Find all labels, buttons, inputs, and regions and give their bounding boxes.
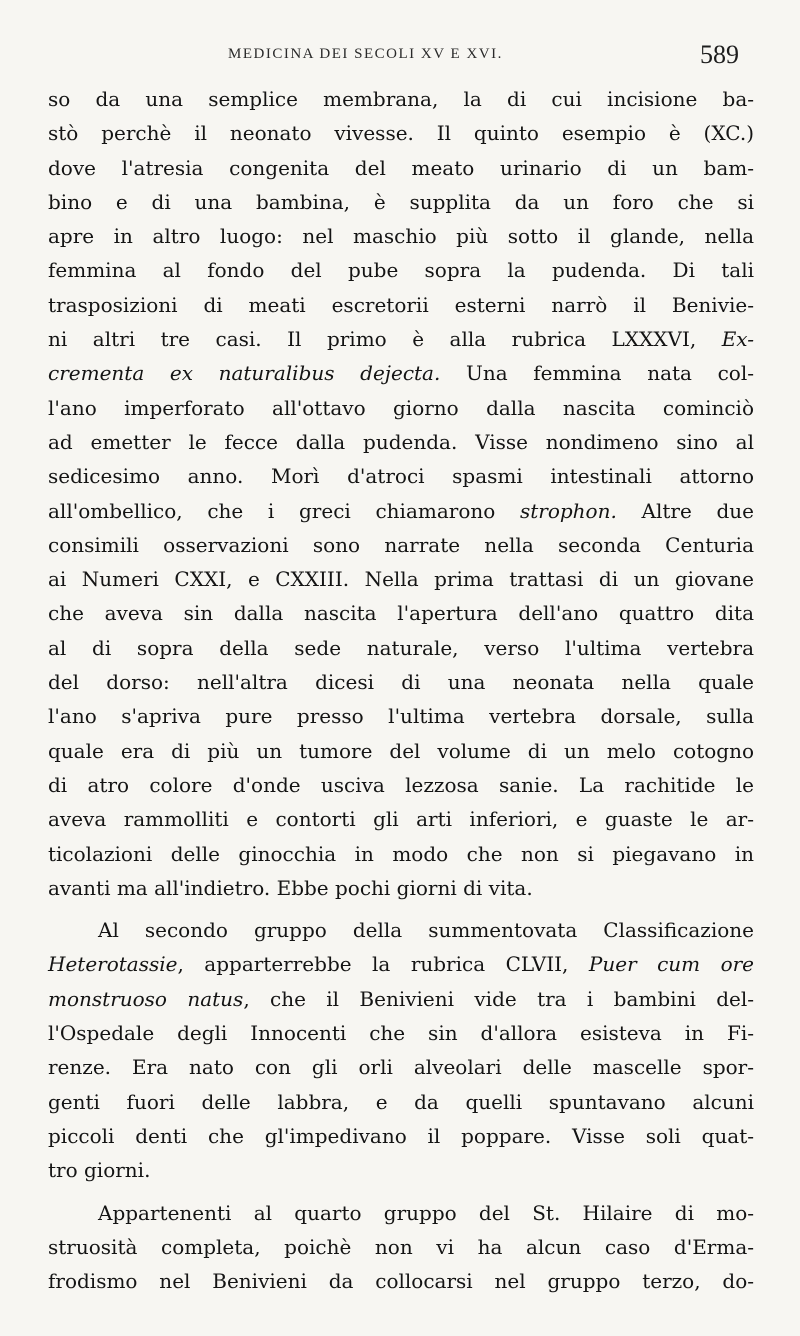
text-line: bino e di una bambina, è supplita da un foro che si bbox=[48, 189, 754, 214]
text-segment: ni altri tre casi. Il primo è alla rubrica LXXXVI, bbox=[48, 327, 697, 352]
text-line bbox=[48, 356, 754, 390]
text-segment: , che il Benivieni vide tra i bambini del- bbox=[243, 986, 754, 1011]
text-line: avanti ma all'indietro. Ebbe pochi giorni di vita. bbox=[48, 875, 533, 900]
text-line: frodismo nel Benivieni da collocarsi nel gruppo terzo, do- bbox=[48, 1269, 754, 1294]
italic-term: strophon. bbox=[519, 498, 617, 523]
running-title: MEDICINA DEI SECOLI XV E XVI. bbox=[228, 46, 503, 62]
page-number: 589 bbox=[700, 40, 739, 69]
text-line: genti fuori delle labbra, e da quelli spuntavano alcuni bbox=[48, 1089, 754, 1114]
text-line: stò perchè il neonato vivesse. Il quinto esempio è (XC.) bbox=[48, 121, 754, 146]
text-line: ad emetter le fecce dalla pudenda. Visse nondimeno sino al bbox=[48, 429, 754, 454]
text-line: l'Ospedale degli Innocenti che sin d'allora esisteva in Fi- bbox=[48, 1021, 754, 1046]
paragraph-2 bbox=[48, 913, 754, 1187]
text-line: apre in altro luogo: nel maschio più sotto il glande, nella bbox=[48, 224, 754, 249]
text-line: Appartenenti al quarto gruppo del St. Hilaire di mo- bbox=[98, 1200, 754, 1225]
text-line: struosità completa, poichè non vi ha alcun caso d'Erma- bbox=[48, 1234, 754, 1259]
italic-title: Puer cum ore bbox=[588, 952, 755, 977]
text-line: al di sopra della sede naturale, verso l'ultima vertebra bbox=[48, 635, 754, 660]
italic-term: Heterotassie bbox=[48, 952, 178, 977]
text-line bbox=[48, 947, 754, 981]
text-line bbox=[48, 494, 754, 528]
text-line bbox=[48, 322, 754, 356]
text-line: quale era di più un tumore del volume di un melo cotogno bbox=[48, 738, 754, 763]
text-line: l'ano imperforato all'ottavo giorno dalla nascita cominciò bbox=[48, 395, 754, 420]
text-line bbox=[48, 982, 754, 1016]
text-segment: Altre due bbox=[616, 498, 754, 523]
text-segment: all'ombellico, che i greci chiamarono bbox=[48, 498, 496, 523]
text-line: aveva rammolliti e contorti gli arti inferiori, e guaste le ar- bbox=[48, 807, 754, 832]
text-line: ai Numeri CXXI, e CXXIII. Nella prima trattasi di un giovane bbox=[48, 567, 754, 592]
text-line: piccoli denti che gl'impedivano il poppare. Visse soli quat- bbox=[48, 1123, 754, 1148]
text-line: di atro colore d'onde usciva lezzosa sanie. La rachitide le bbox=[48, 772, 754, 797]
text-line: che aveva sin dalla nascita l'apertura dell'ano quattro dita bbox=[48, 601, 754, 626]
text-line: sedicesimo anno. Morì d'atroci spasmi intestinali attorno bbox=[48, 464, 754, 489]
text-line: trasposizioni di meati escretorii esterni narrò il Benivie- bbox=[48, 292, 754, 317]
italic-title: Ex- bbox=[721, 327, 754, 352]
text-line: so da una semplice membrana, la di cui incisione ba- bbox=[48, 87, 754, 111]
italic-title: crementa ex naturalibus dejecta. bbox=[48, 361, 441, 386]
text-segment: Una femmina nata col- bbox=[440, 361, 754, 386]
text-line: ticolazioni delle ginocchia in modo che non si piegavano in bbox=[48, 841, 754, 866]
text-line: tro giorni. bbox=[48, 1158, 151, 1183]
text-line: femmina al fondo del pube sopra la pudenda. Di tali bbox=[48, 258, 754, 283]
text-line: consimili osservazioni sono narrate nella seconda Centuria bbox=[48, 532, 754, 557]
text-line: renze. Era nato con gli orli alveolari delle mascelle spor- bbox=[48, 1055, 754, 1080]
paragraph-3 bbox=[48, 1196, 754, 1299]
body-text bbox=[48, 82, 754, 1298]
text-line: l'ano s'apriva pure presso l'ultima vertebra dorsale, sulla bbox=[48, 704, 754, 729]
italic-title: monstruoso natus bbox=[48, 986, 244, 1011]
text-line: Al secondo gruppo della summentovata Classificazione bbox=[98, 918, 754, 943]
text-line: del dorso: nell'altra dicesi di una neonata nella quale bbox=[48, 670, 754, 695]
text-segment: , apparterrebbe la rubrica CLVII, bbox=[177, 952, 569, 977]
paragraph-1 bbox=[48, 82, 754, 905]
text-line: dove l'atresia congenita del meato urinario di un bam- bbox=[48, 155, 754, 180]
